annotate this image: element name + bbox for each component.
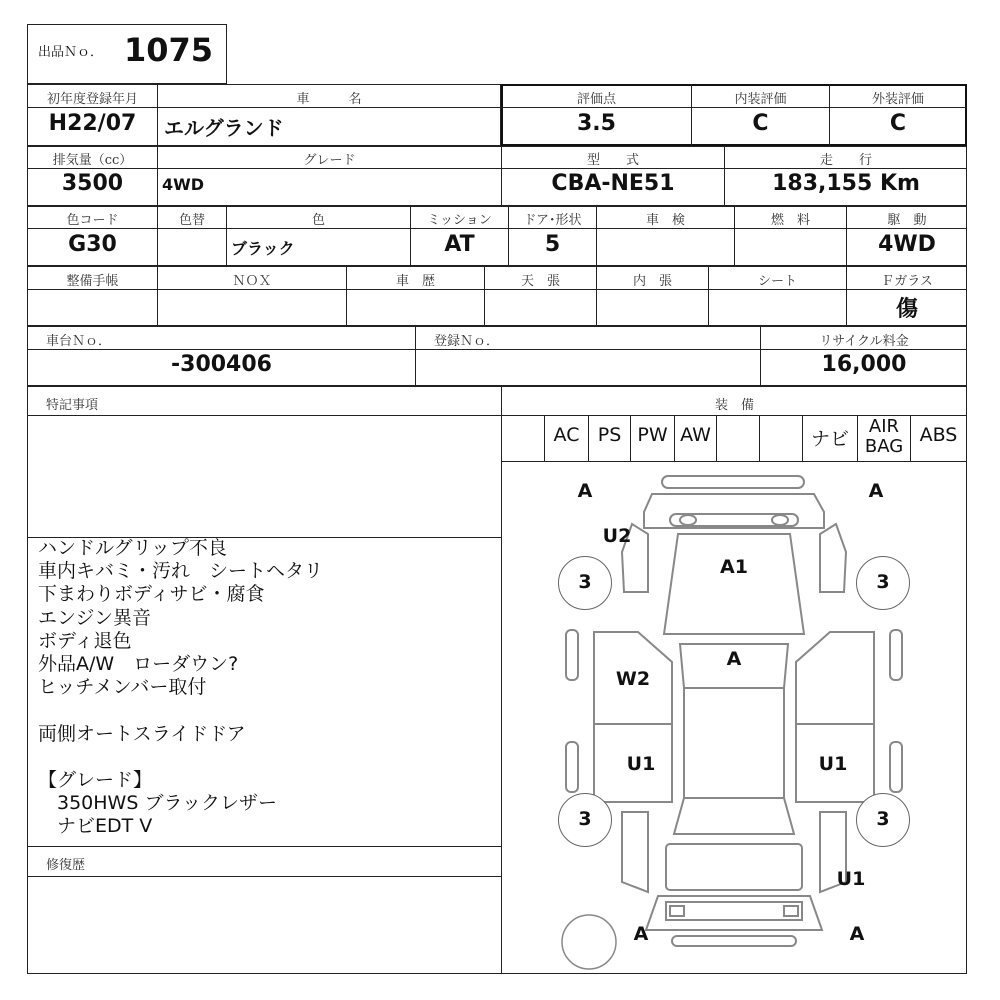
registration-label: 登録Ｎｏ． xyxy=(434,334,500,349)
front-glass: 傷 xyxy=(895,297,918,322)
model-label: 型 式 xyxy=(586,153,639,168)
door-label: ドア･形状 xyxy=(523,213,582,228)
fuel-label: 燃 料 xyxy=(770,213,810,228)
tire-front-right: 3 xyxy=(856,556,910,610)
mileage: 183,155 Km xyxy=(772,171,920,196)
front-glass-label: Ｆガラス xyxy=(881,274,933,289)
equip-abs: ABS xyxy=(919,424,958,446)
color-code: G30 xyxy=(68,232,117,257)
drive: 4WD xyxy=(878,232,936,257)
equip-ps: PS xyxy=(597,424,622,446)
lot-number: 1075 xyxy=(124,31,214,69)
damage-front-right-corner: A xyxy=(868,480,884,502)
equip-airbag-1: AIR xyxy=(868,416,900,437)
tire-front-left: 3 xyxy=(558,556,612,610)
equip-navi: ナビ xyxy=(810,428,849,450)
history-label: 車 歴 xyxy=(395,274,435,289)
color: ブラック xyxy=(231,239,295,258)
car-name-label: 車 名 xyxy=(296,92,362,107)
damage-rear-right-corner: A xyxy=(849,923,865,945)
damage-rear-left-corner: A xyxy=(633,923,649,945)
inner-lining-label: 内 張 xyxy=(632,274,672,289)
grade-label: グレード xyxy=(303,153,356,168)
car-name: エルグランド xyxy=(164,116,284,140)
lot-number-label: 出品Ｎｏ． xyxy=(38,45,104,60)
equip-ac: AC xyxy=(553,424,580,446)
mission: AT xyxy=(444,232,475,257)
roof-lining-label: 天 張 xyxy=(520,274,560,289)
door: 5 xyxy=(544,232,561,257)
repair-history-label: 修復歴 xyxy=(46,858,86,873)
displacement: 3500 xyxy=(61,171,124,196)
drive-label: 駆 動 xyxy=(887,213,927,228)
exterior-grade: C xyxy=(889,111,907,136)
recycle-fee: 16,000 xyxy=(821,352,907,377)
car-diagram xyxy=(502,462,966,973)
tire-rear-right: 3 xyxy=(856,793,910,847)
damage-w2: W2 xyxy=(615,668,651,690)
first-reg-label: 初年度登録年月 xyxy=(46,92,138,107)
mileage-label: 走 行 xyxy=(819,153,872,168)
grade: 4WD xyxy=(162,175,205,194)
displacement-label: 排気量（cc） xyxy=(52,153,133,168)
color-change-label: 色替 xyxy=(178,213,205,228)
damage-u1-right: U1 xyxy=(818,753,848,775)
damage-u1-left: U1 xyxy=(626,753,656,775)
equipment-label: 装 備 xyxy=(714,398,754,413)
damage-front-left-corner: A xyxy=(577,480,593,502)
model: CBA-NE51 xyxy=(551,171,675,196)
lot-number-box xyxy=(27,24,227,84)
score-label: 評価点 xyxy=(576,92,616,107)
damage-roof: A xyxy=(726,648,742,670)
exterior-label: 外装評価 xyxy=(871,92,924,107)
color-code-label: 色コード xyxy=(66,213,119,228)
recycle-label: リサイクル料金 xyxy=(819,334,909,349)
score: 3.5 xyxy=(577,111,616,136)
first-reg: H22/07 xyxy=(48,111,137,136)
color-label: 色 xyxy=(311,213,325,228)
nox-label: ＮＯＸ xyxy=(232,274,272,289)
chassis-label: 車台Ｎｏ． xyxy=(46,334,112,349)
notes-label: 特記事項 xyxy=(46,398,99,413)
damage-a1: A1 xyxy=(720,556,748,578)
service-book-label: 整備手帳 xyxy=(66,274,119,289)
tire-rear-left: 3 xyxy=(558,793,612,847)
equip-airbag-2: BAG xyxy=(864,436,904,457)
equip-pw: PW xyxy=(637,424,668,446)
mission-label: ミッション xyxy=(427,213,492,228)
equip-aw: AW xyxy=(680,424,711,446)
damage-u1-rear: U1 xyxy=(836,868,866,890)
damage-u2: U2 xyxy=(602,525,632,547)
special-notes: ハンドルグリップ不良 車内キバミ・汚れ シートヘタリ 下まわりボディサビ・腐食 エンジン異音 ボディ退色 外品A/W ローダウン? ヒッチメンバー取付 両側オートスライドドア 【グレード】 350HWS ブラックレザー ナビEDT V xyxy=(38,537,324,838)
seat-label: シート xyxy=(757,274,797,289)
chassis-number: -300406 xyxy=(171,352,272,377)
inspection-label: 車 検 xyxy=(645,213,685,228)
interior-label: 内装評価 xyxy=(734,92,787,107)
interior-grade: C xyxy=(752,111,769,136)
